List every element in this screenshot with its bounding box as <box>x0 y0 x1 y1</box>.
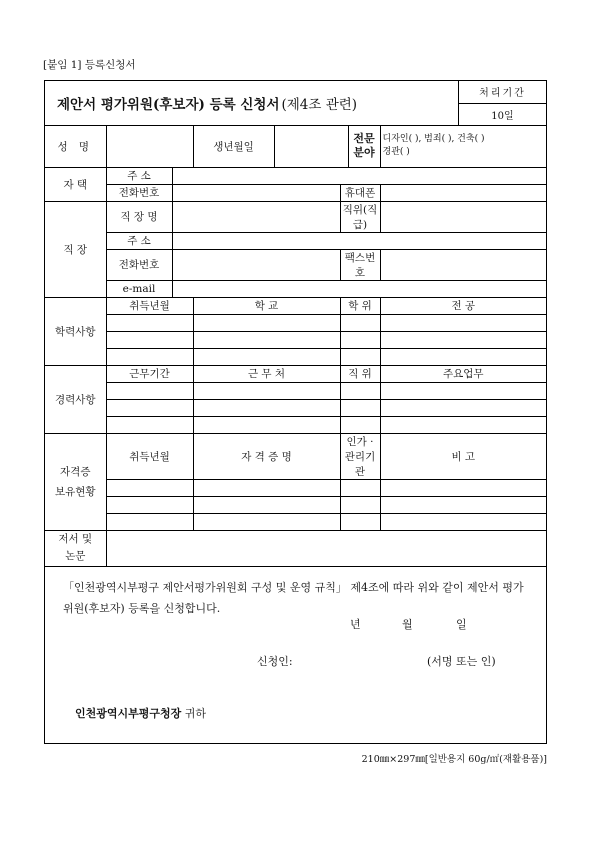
education-header-major: 전 공 <box>380 297 546 314</box>
certs-row <box>45 479 546 496</box>
field-options-line-1: 디자인( ), 범죄( ), 건축( ) <box>382 134 485 145</box>
career-header-workplace: 근 무 처 <box>193 365 340 382</box>
certs-cell[interactable] <box>106 513 193 530</box>
certs-cell[interactable] <box>193 496 340 513</box>
career-header-duties: 주요업무 <box>380 365 546 382</box>
education-header-date: 취득년월 <box>106 297 193 314</box>
career-cell[interactable] <box>340 399 380 416</box>
work-email-label: e-mail <box>106 280 172 297</box>
education-row <box>45 331 546 348</box>
birth-field[interactable] <box>274 126 348 167</box>
career-cell[interactable] <box>106 416 193 433</box>
career-header-position: 직 위 <box>340 365 380 382</box>
certs-header-date: 취득년월 <box>106 433 193 479</box>
career-cell[interactable] <box>340 382 380 399</box>
name-field[interactable] <box>106 126 193 167</box>
education-row <box>45 348 546 365</box>
certs-cell[interactable] <box>340 479 380 496</box>
date-year: 년 <box>350 618 361 631</box>
education-cell[interactable] <box>340 314 380 331</box>
form-table <box>45 126 546 567</box>
career-cell[interactable] <box>106 399 193 416</box>
work-company-label: 직 장 명 <box>106 201 172 232</box>
form-header <box>45 81 546 126</box>
papers-field[interactable] <box>106 530 546 566</box>
papers-label-line-2: 논문 <box>65 550 86 562</box>
career-cell[interactable] <box>380 382 546 399</box>
papers-label <box>45 530 106 566</box>
home-address-label: 주 소 <box>106 167 172 184</box>
career-cell[interactable] <box>193 399 340 416</box>
education-label: 학력사항 <box>45 297 106 365</box>
career-cell[interactable] <box>193 382 340 399</box>
work-label: 직 장 <box>45 201 106 297</box>
signature-placeholder: (서명 또는 인) <box>427 655 496 668</box>
education-cell[interactable] <box>106 314 193 331</box>
attachment-label: [붙임 1] 등록신청서 <box>43 59 136 71</box>
birth-label: 생년월일 <box>193 126 274 167</box>
work-email-field[interactable] <box>172 280 546 297</box>
field-options-line-2: 경관( ) <box>382 147 410 158</box>
certs-label <box>45 433 106 530</box>
education-cell[interactable] <box>106 348 193 365</box>
home-mobile-field[interactable] <box>380 184 546 201</box>
work-phone-label: 전화번호 <box>106 249 172 280</box>
career-cell[interactable] <box>193 416 340 433</box>
certs-cell[interactable] <box>380 479 546 496</box>
certs-header-name: 자 격 증 명 <box>193 433 340 479</box>
addressee <box>75 705 206 721</box>
certs-cell[interactable] <box>193 513 340 530</box>
addressee-suffix: 귀하 <box>184 707 207 720</box>
education-cell[interactable] <box>193 314 340 331</box>
field-label-text: 전문 분야 <box>353 132 375 160</box>
certs-row <box>45 496 546 513</box>
home-phone-field[interactable] <box>172 184 340 201</box>
career-row <box>45 416 546 433</box>
certs-header-remarks: 비 고 <box>380 433 546 479</box>
processing-label: 처리기간 <box>459 81 546 104</box>
work-position-field[interactable] <box>380 201 546 232</box>
education-cell[interactable] <box>106 331 193 348</box>
education-cell[interactable] <box>193 331 340 348</box>
education-header-degree: 학 위 <box>340 297 380 314</box>
work-address-field[interactable] <box>172 232 546 249</box>
certs-cell[interactable] <box>340 496 380 513</box>
work-fax-field[interactable] <box>380 249 546 280</box>
home-phone-label: 전화번호 <box>106 184 172 201</box>
work-position-label: 직위(직급) <box>340 201 380 232</box>
field-options[interactable] <box>380 126 546 167</box>
work-address-label: 주 소 <box>106 232 172 249</box>
education-cell[interactable] <box>193 348 340 365</box>
application-form <box>44 80 547 744</box>
form-title-main: 제안서 평가위원(후보자) 등록 신청서 <box>57 97 280 113</box>
date-day: 일 <box>456 618 467 631</box>
certs-header-agency: 인가 · 관리기관 <box>340 433 380 479</box>
paper-spec: 210㎜×297㎜[일반용지 60g/㎡(재활용품)] <box>361 754 547 765</box>
date-month: 월 <box>402 618 413 631</box>
education-cell[interactable] <box>380 314 546 331</box>
papers-label-line-1: 저서 및 <box>58 533 93 545</box>
education-cell[interactable] <box>340 331 380 348</box>
declaration-text: 「인천광역시부평구 제안서평가위원회 구성 및 운영 규칙」 제4조에 따라 위와 같이 제안서 평가위원(후보자) 등록을 신청합니다. <box>63 580 524 615</box>
certs-label-line-1: 자격증 <box>60 465 91 478</box>
certs-row <box>45 513 546 530</box>
processing-period <box>458 81 546 125</box>
education-row <box>45 314 546 331</box>
addressee-name: 인천광역시부평구청장 <box>75 707 182 720</box>
career-cell[interactable] <box>340 416 380 433</box>
work-phone-field[interactable] <box>172 249 340 280</box>
certs-cell[interactable] <box>193 479 340 496</box>
form-title <box>45 81 458 125</box>
certs-cell[interactable] <box>106 496 193 513</box>
career-cell[interactable] <box>380 399 546 416</box>
career-row <box>45 382 546 399</box>
certs-label-line-2: 보유현황 <box>54 485 96 498</box>
certs-cell[interactable] <box>380 496 546 513</box>
career-row <box>45 399 546 416</box>
processing-value: 10일 <box>491 110 514 122</box>
applicant-label: 신청인: <box>257 655 293 668</box>
education-header-school: 학 교 <box>193 297 340 314</box>
career-cell[interactable] <box>106 382 193 399</box>
home-mobile-label: 휴대폰 <box>340 184 380 201</box>
certs-cell[interactable] <box>106 479 193 496</box>
work-company-field[interactable] <box>172 201 340 232</box>
career-header-period: 근무기간 <box>106 365 193 382</box>
home-label: 자 택 <box>45 167 106 201</box>
work-fax-label: 팩스번호 <box>340 249 380 280</box>
name-label: 성 명 <box>45 126 106 167</box>
education-cell[interactable] <box>380 331 546 348</box>
certs-cell[interactable] <box>380 513 546 530</box>
home-address-field[interactable] <box>172 167 546 184</box>
education-cell[interactable] <box>340 348 380 365</box>
field-label <box>348 126 380 167</box>
form-title-sub: (제4조 관련) <box>281 97 358 113</box>
education-cell[interactable] <box>380 348 546 365</box>
career-label: 경력사항 <box>45 365 106 433</box>
certs-cell[interactable] <box>340 513 380 530</box>
career-cell[interactable] <box>380 416 546 433</box>
